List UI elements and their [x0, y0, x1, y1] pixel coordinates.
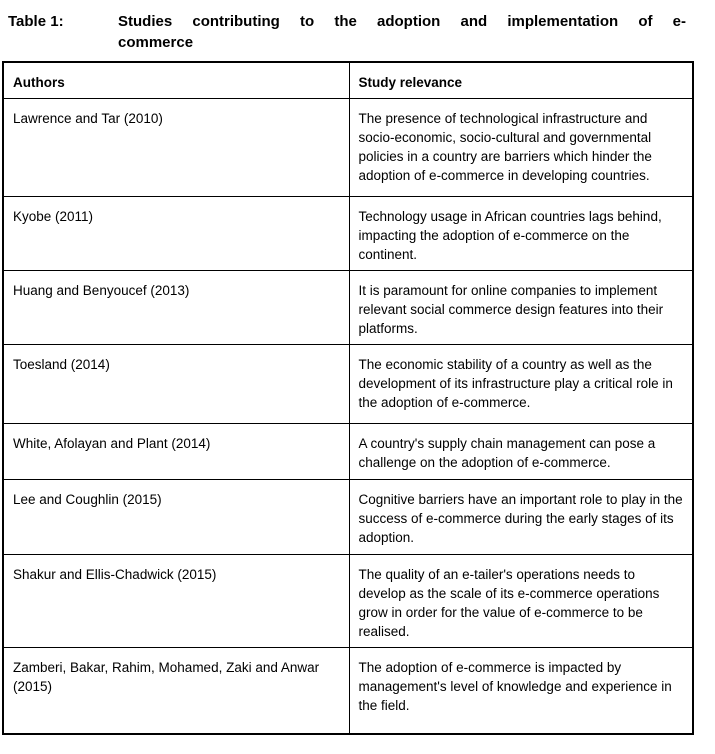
relevance-cell: A country's supply chain management can pose a challenge on the adoption of e-commerce.: [349, 424, 693, 480]
authors-cell: Lawrence and Tar (2010): [3, 99, 349, 197]
table-body: [3, 99, 693, 734]
column-header-authors: Authors: [3, 62, 349, 99]
relevance-cell: The presence of technological infrastructure and socio-economic, socio-cultural and governmental policies in a country are barriers which hinder the adoption of e-commerce in developing countries.: [349, 99, 693, 197]
relevance-cell: Technology usage in African countries lags behind, impacting the adoption of e-commerce on the continent.: [349, 197, 693, 271]
authors-cell: Huang and Benyoucef (2013): [3, 271, 349, 345]
table-row: [3, 424, 693, 480]
relevance-cell: It is paramount for online companies to implement relevant social commerce design features into their platforms.: [349, 271, 693, 345]
table-row: [3, 271, 693, 345]
table-caption-label: Table 1:: [8, 13, 64, 30]
authors-cell: Shakur and Ellis-Chadwick (2015): [3, 555, 349, 648]
table-row: [3, 648, 693, 734]
table-row: [3, 99, 693, 197]
authors-cell: White, Afolayan and Plant (2014): [3, 424, 349, 480]
column-header-study-relevance: Study relevance: [349, 62, 693, 99]
table-caption-title-line1: Studies contributing to the adoption and implementation of e-: [118, 13, 686, 30]
table-caption-title-line2: commerce: [118, 34, 194, 51]
table-caption-title: [118, 11, 686, 53]
table-caption: [0, 0, 715, 53]
relevance-cell: Cognitive barriers have an important role to play in the success of e-commerce during the early stages of its adoption.: [349, 480, 693, 555]
authors-cell: Lee and Coughlin (2015): [3, 480, 349, 555]
table-row: [3, 197, 693, 271]
table-header-row: [3, 62, 693, 99]
relevance-cell: The quality of an e-tailer's operations needs to develop as the scale of its e-commerce operations grow in order for the value of e-commerce to be realised.: [349, 555, 693, 648]
authors-cell: Toesland (2014): [3, 345, 349, 424]
studies-table: [2, 61, 694, 735]
authors-cell: Zamberi, Bakar, Rahim, Mohamed, Zaki and Anwar (2015): [3, 648, 349, 734]
table-row: [3, 345, 693, 424]
relevance-cell: The adoption of e-commerce is impacted by management's level of knowledge and experience in the field.: [349, 648, 693, 734]
relevance-cell: The economic stability of a country as well as the development of its infrastructure play a critical role in the adoption of e-commerce.: [349, 345, 693, 424]
table-row: [3, 555, 693, 648]
table-row: [3, 480, 693, 555]
authors-cell: Kyobe (2011): [3, 197, 349, 271]
